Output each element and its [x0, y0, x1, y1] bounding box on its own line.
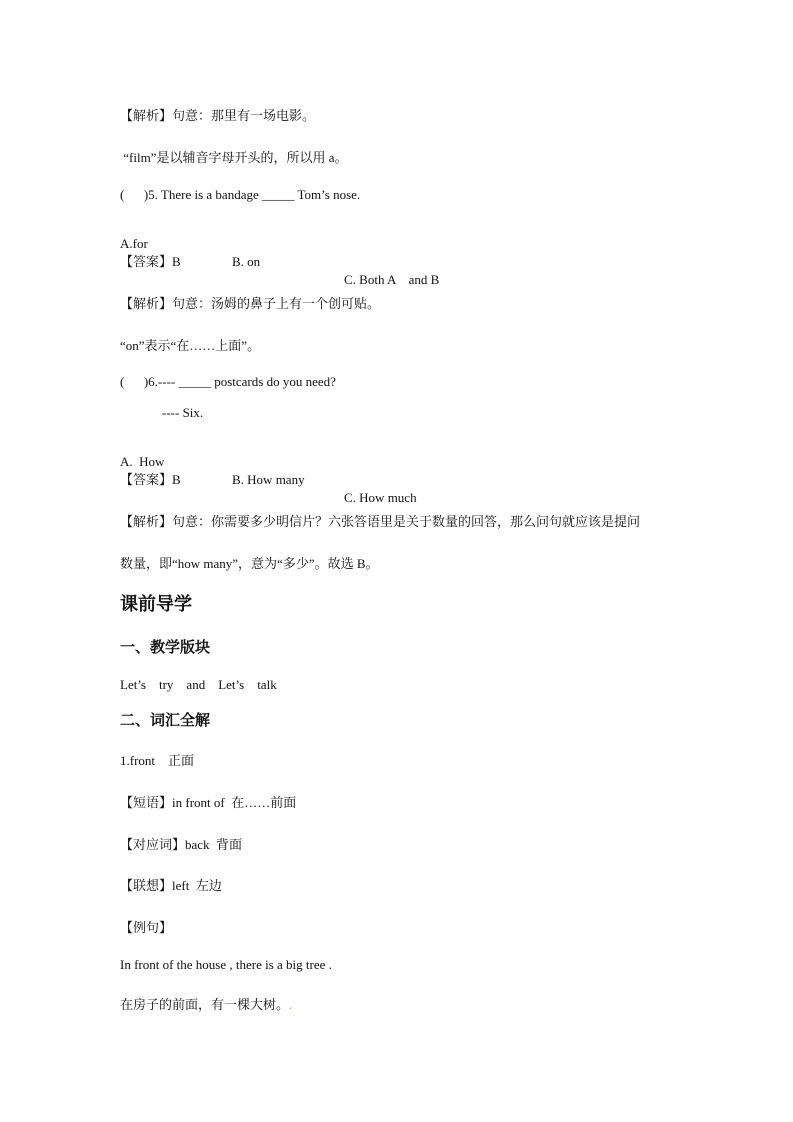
analysis-5: 【解析】句意：汤姆的鼻子上有一个创可贴。 — [120, 296, 381, 311]
vocab-example-label: 【例句】 — [120, 920, 173, 935]
vocab-example-zh — [120, 996, 292, 1014]
answer-6: 【答案】B — [120, 472, 181, 487]
option-c: C. Both A and B — [344, 272, 440, 287]
analysis-4-note: “film”是以辅音字母开头的，所以用 a。 — [120, 150, 348, 165]
subheading-vocabulary: 二、词汇全解 — [120, 711, 211, 729]
option-b: B. on — [232, 254, 261, 269]
vocab-example-en: In front of the house , there is a big tree . — [120, 957, 332, 972]
option-a: A. How — [120, 454, 165, 469]
question-6: ( )6.---- _____ postcards do you need? — [120, 374, 336, 389]
example-zh-text: 在房子的前面，有一棵大树。 — [120, 997, 290, 1012]
stray-dot: . — [289, 997, 293, 1012]
answer-5: 【答案】B — [120, 254, 181, 269]
question-5: ( )5. There is a bandage _____ Tom’s nose. — [120, 187, 361, 202]
analysis-6: 【解析】句意：你需要多少明信片？六张答语里是关于数量的回答，那么问句就应该是提问 — [120, 514, 641, 529]
option-c: C. How much — [344, 490, 417, 505]
option-b: B. How many — [232, 472, 305, 487]
teaching-block-text: Let’s try and Let’s talk — [120, 677, 277, 692]
option-a: A.for — [120, 236, 148, 251]
vocab-association: 【联想】left 左边 — [120, 878, 222, 893]
vocab-word: 1.front 正面 — [120, 753, 195, 768]
vocab-antonym: 【对应词】back 背面 — [120, 837, 243, 852]
analysis-4: 【解析】句意：那里有一场电影。 — [120, 108, 316, 123]
subheading-teaching-block: 一、教学版块 — [120, 638, 211, 656]
analysis-6-cont: 数量，即“how many”，意为“多少”。故选 B。 — [120, 556, 379, 571]
question-6-reply: ---- Six. — [162, 405, 204, 420]
section-heading: 课前导学 — [120, 594, 192, 615]
analysis-5-note: “on”表示“在……上面”。 — [120, 338, 261, 353]
vocab-phrase: 【短语】in front of 在……前面 — [120, 795, 297, 810]
